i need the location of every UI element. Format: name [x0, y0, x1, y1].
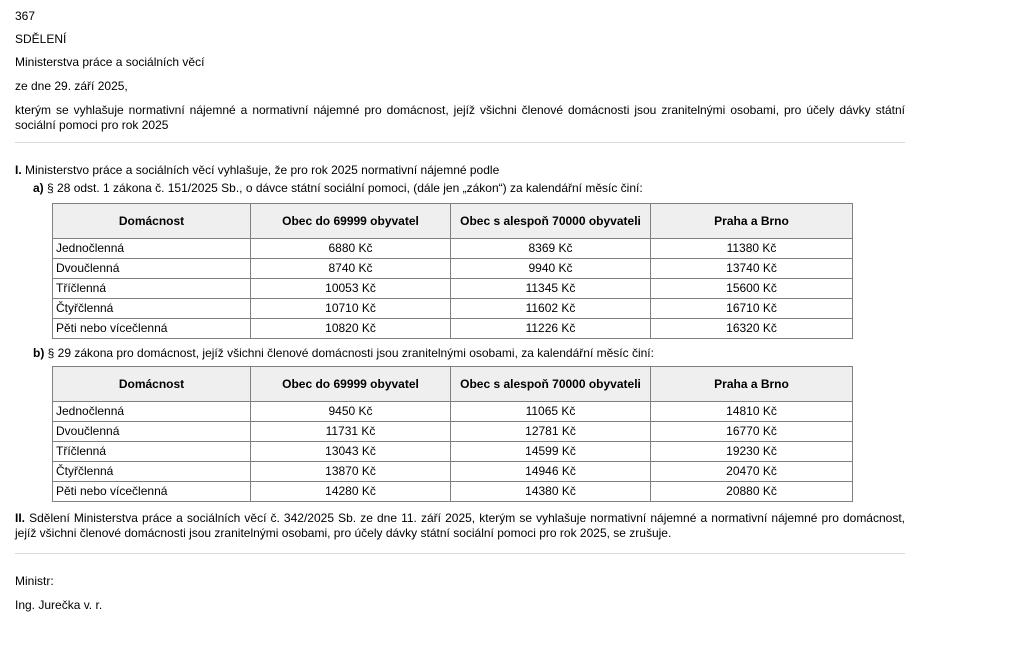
item-b	[33, 346, 905, 361]
section-1-intro	[15, 163, 905, 178]
household-cell: Jednočlenná	[53, 239, 251, 259]
header-household: Domácnost	[53, 367, 251, 402]
table-header-row	[53, 367, 853, 402]
value-cell: 20470 Kč	[651, 462, 853, 482]
signature-role: Ministr:	[15, 574, 54, 588]
value-cell: 6880 Kč	[251, 239, 451, 259]
household-cell: Jednočlenná	[53, 402, 251, 422]
item-a-marker: a)	[33, 181, 44, 195]
value-cell: 9940 Kč	[451, 259, 651, 279]
signature-name: Ing. Jurečka v. r.	[15, 598, 103, 612]
value-cell: 11602 Kč	[451, 299, 651, 319]
item-b-text: § 29 zákona pro domácnost, jejíž všichni členové domácnosti jsou zranitelnými osobami, za kalendářní měsíc činí:	[44, 346, 654, 360]
value-cell: 19230 Kč	[651, 442, 853, 462]
household-cell: Dvoučlenná	[53, 422, 251, 442]
document-subject: kterým se vyhlašuje normativní nájemné a normativní nájemné pro domácnost, jejíž všichni členové domácnosti jsou zranitelnými osobami, pro účely dávky státní sociální pomoci pro rok 2025	[15, 103, 905, 132]
item-b-marker: b)	[33, 346, 45, 360]
header-prague-brno: Praha a Brno	[651, 204, 853, 239]
document-title: SDĚLENÍ	[15, 32, 67, 46]
value-cell: 15600 Kč	[651, 279, 853, 299]
rent-table-b	[52, 366, 853, 502]
value-cell: 13043 Kč	[251, 442, 451, 462]
header-household: Domácnost	[53, 204, 251, 239]
value-cell: 13870 Kč	[251, 462, 451, 482]
value-cell: 14946 Kč	[451, 462, 651, 482]
header-large-municipality: Obec s alespoň 70000 obyvateli	[451, 367, 651, 402]
table-row	[53, 422, 853, 442]
header-small-municipality: Obec do 69999 obyvatel	[251, 204, 451, 239]
value-cell: 11226 Kč	[451, 319, 651, 339]
table-row	[53, 239, 853, 259]
document-date: ze dne 29. září 2025,	[15, 79, 128, 93]
section-2-text: Sdělení Ministerstva práce a sociálních věcí č. 342/2025 Sb. ze dne 11. září 2025, kterým se vyhlašuje normativní nájemné a normativní nájemné pro domácnost, jejíž všichni členové domácnosti jsou zranitelnými osobami, pro účely dávky státní sociální pomoci pro rok 2025, se zrušuje.	[15, 511, 905, 540]
section-2-marker: II.	[15, 511, 26, 525]
value-cell: 14380 Kč	[451, 482, 651, 502]
value-cell: 10710 Kč	[251, 299, 451, 319]
value-cell: 11731 Kč	[251, 422, 451, 442]
value-cell: 14810 Kč	[651, 402, 853, 422]
document-body	[15, 9, 905, 613]
table-row	[53, 442, 853, 462]
value-cell: 20880 Kč	[651, 482, 853, 502]
value-cell: 14599 Kč	[451, 442, 651, 462]
household-cell: Čtyřčlenná	[53, 462, 251, 482]
value-cell: 8740 Kč	[251, 259, 451, 279]
header-large-municipality: Obec s alespoň 70000 obyvateli	[451, 204, 651, 239]
value-cell: 16710 Kč	[651, 299, 853, 319]
value-cell: 16320 Kč	[651, 319, 853, 339]
table-row	[53, 482, 853, 502]
value-cell: 13740 Kč	[651, 259, 853, 279]
table-row	[53, 259, 853, 279]
value-cell: 9450 Kč	[251, 402, 451, 422]
value-cell: 11380 Kč	[651, 239, 853, 259]
divider	[15, 142, 905, 143]
value-cell: 11345 Kč	[451, 279, 651, 299]
header-small-municipality: Obec do 69999 obyvatel	[251, 367, 451, 402]
value-cell: 14280 Kč	[251, 482, 451, 502]
value-cell: 11065 Kč	[451, 402, 651, 422]
value-cell: 12781 Kč	[451, 422, 651, 442]
table-row	[53, 299, 853, 319]
table-row	[53, 402, 853, 422]
table-row	[53, 279, 853, 299]
item-a-text: § 28 odst. 1 zákona č. 151/2025 Sb., o dávce státní sociální pomoci, (dále jen „zákon“) za kalendářní měsíc činí:	[43, 181, 643, 195]
household-cell: Tříčlenná	[53, 442, 251, 462]
household-cell: Pěti nebo vícečlenná	[53, 319, 251, 339]
divider	[15, 553, 905, 554]
section-2	[15, 511, 905, 541]
document-issuer: Ministerstva práce a sociálních věcí	[15, 55, 205, 69]
value-cell: 10053 Kč	[251, 279, 451, 299]
item-a	[33, 181, 905, 196]
header-prague-brno: Praha a Brno	[651, 367, 853, 402]
household-cell: Dvoučlenná	[53, 259, 251, 279]
value-cell: 16770 Kč	[651, 422, 853, 442]
document-number: 367	[15, 9, 36, 23]
rent-table-a	[52, 203, 853, 339]
value-cell: 10820 Kč	[251, 319, 451, 339]
household-cell: Pěti nebo vícečlenná	[53, 482, 251, 502]
section-1-text: Ministerstvo práce a sociálních věcí vyhlašuje, že pro rok 2025 normativní nájemné podle	[21, 163, 500, 177]
table-row	[53, 462, 853, 482]
table-header-row	[53, 204, 853, 239]
value-cell: 8369 Kč	[451, 239, 651, 259]
household-cell: Čtyřčlenná	[53, 299, 251, 319]
household-cell: Tříčlenná	[53, 279, 251, 299]
table-row	[53, 319, 853, 339]
section-1-marker: I.	[15, 163, 22, 177]
